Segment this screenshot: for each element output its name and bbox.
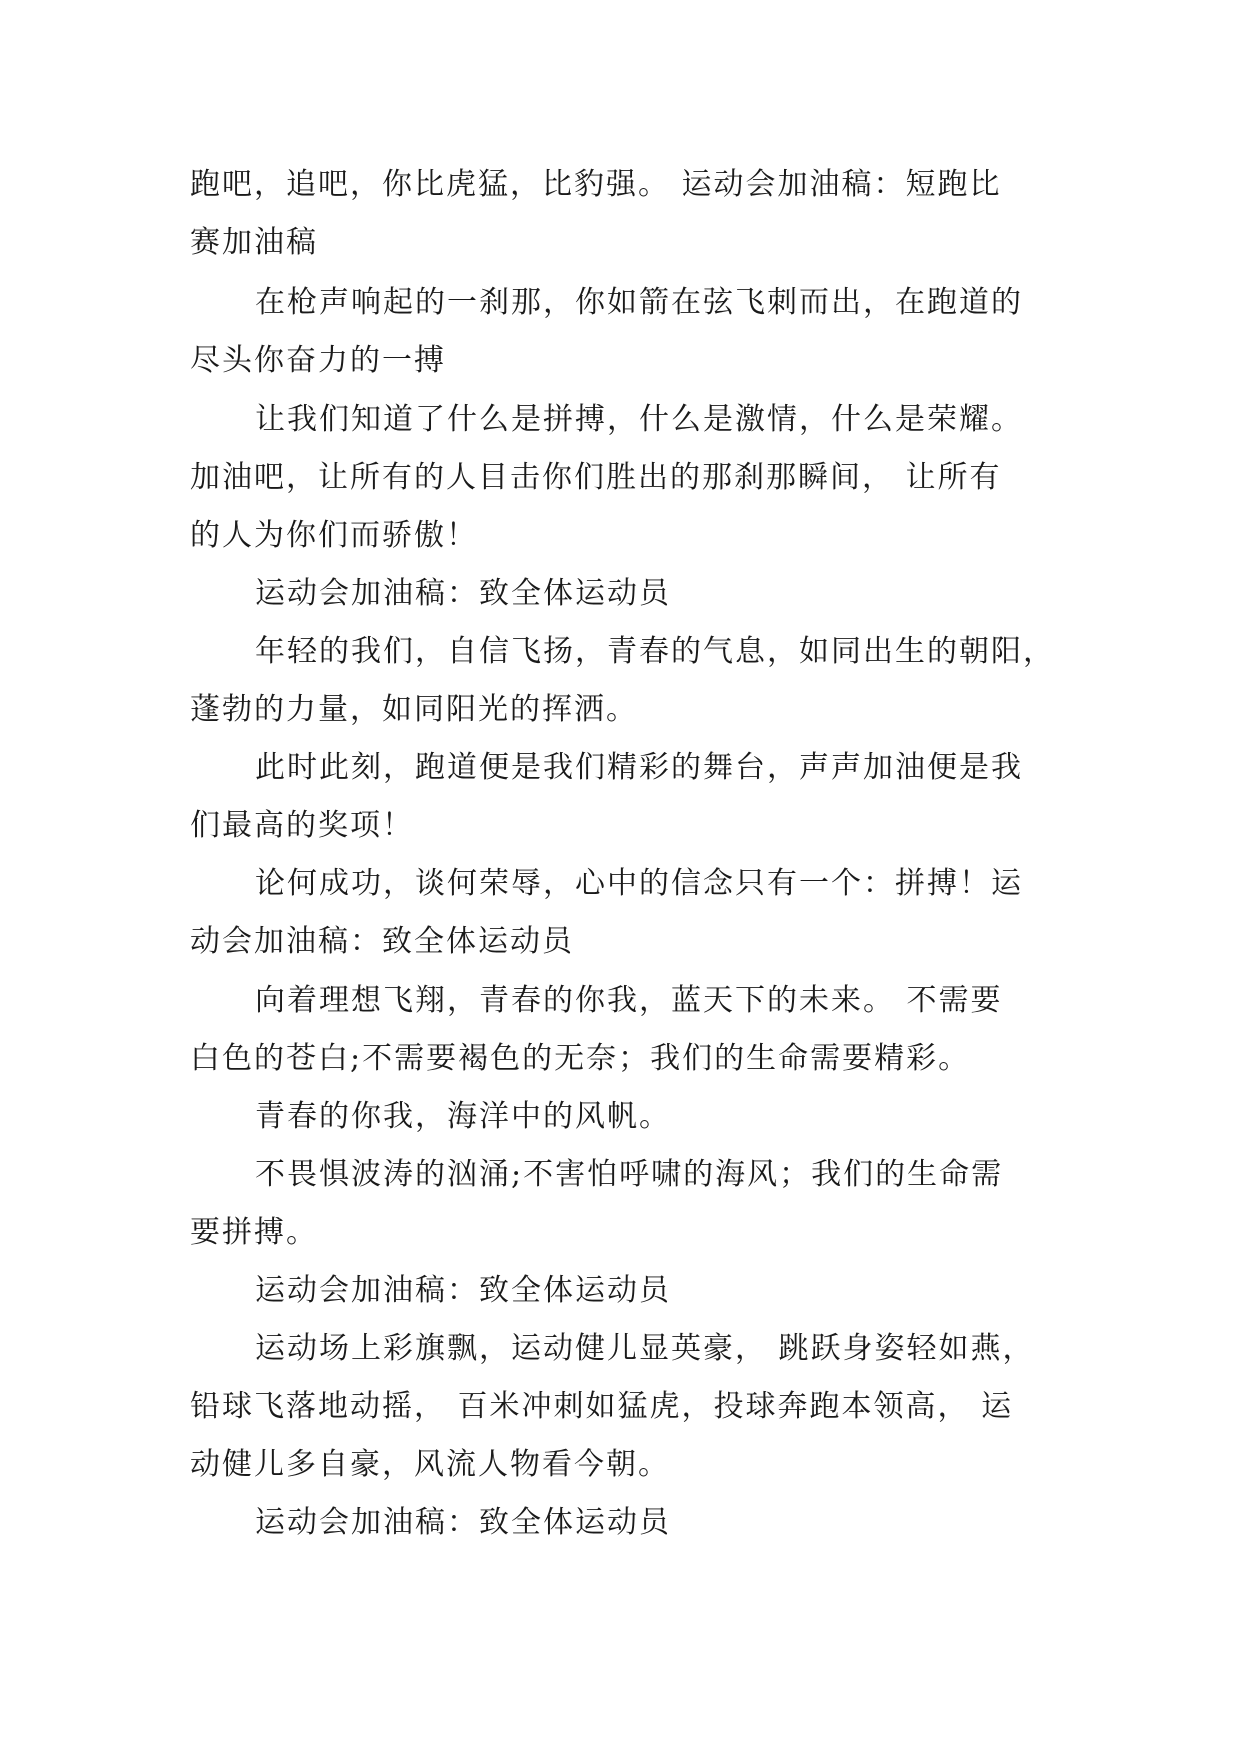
- text-line: 蓬勃的力量，如同阳光的挥洒。: [190, 692, 638, 727]
- text-line: 的人为你们而骄傲！: [190, 518, 478, 553]
- text-line: 跑吧，追吧，你比虎猛，比豹强。 运动会加油稿：短跑比: [190, 167, 1002, 202]
- text-line: 年轻的我们，自信飞扬，青春的气息，如同出生的朝阳，: [255, 634, 1055, 669]
- text-line: 论何成功，谈何荣辱，心中的信念只有一个：拼搏！运: [255, 866, 1023, 901]
- text-line: 尽头你奋力的一搏: [190, 343, 446, 378]
- text-line: 白色的苍白;不需要褐色的无奈；我们的生命需要精彩。: [190, 1041, 971, 1076]
- text-line: 青春的你我，海洋中的风帆。: [255, 1099, 671, 1134]
- text-line: 加油吧，让所有的人目击你们胜出的那刹那瞬间， 让所有: [190, 460, 1002, 495]
- text-line: 此时此刻，跑道便是我们精彩的舞台，声声加油便是我: [255, 750, 1023, 785]
- text-line: 动会加油稿：致全体运动员: [190, 924, 574, 959]
- section-heading: 运动会加油稿：致全体运动员: [255, 1505, 671, 1540]
- section-heading: 运动会加油稿：致全体运动员: [255, 1273, 671, 1308]
- text-line: 动健儿多自豪，风流人物看今朝。: [190, 1447, 670, 1482]
- text-line: 在枪声响起的一刹那，你如箭在弦飞刺而出，在跑道的: [255, 285, 1023, 320]
- text-line: 运动场上彩旗飘，运动健儿显英豪， 跳跃身姿轻如燕，: [255, 1331, 1035, 1366]
- text-line: 要拼搏。: [190, 1215, 318, 1250]
- section-heading: 运动会加油稿：致全体运动员: [255, 576, 671, 611]
- text-line: 让我们知道了什么是拼搏，什么是激情，什么是荣耀。: [255, 402, 1023, 437]
- text-line: 不畏惧波涛的汹涌;不害怕呼啸的海风；我们的生命需: [255, 1157, 1004, 1192]
- text-line: 赛加油稿: [190, 225, 318, 260]
- text-line: 铅球飞落地动摇， 百米冲刺如猛虎，投球奔跑本领高， 运: [190, 1389, 1014, 1424]
- text-line: 向着理想飞翔，青春的你我，蓝天下的未来。 不需要: [255, 983, 1003, 1018]
- text-line: 们最高的奖项！: [190, 808, 414, 843]
